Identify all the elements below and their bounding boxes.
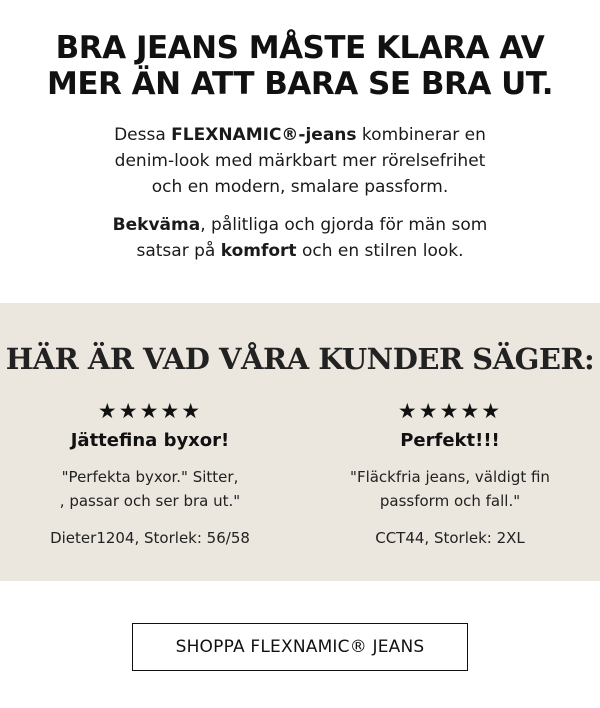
star-rating-icon: ★★★★★ — [397, 399, 503, 423]
intro-line-1: Dessa FLEXNAMIC®-jeans kombinerar en — [114, 125, 486, 145]
review-card — [0, 399, 300, 549]
benefit-line-2: satsar på komfort och en stilren look. — [136, 241, 464, 261]
benefit-paragraph — [0, 212, 600, 264]
star-rating-icon: ★★★★★ — [97, 399, 203, 423]
hero-section — [0, 0, 600, 303]
intro-line-2: denim-look med märkbart mer rörelsefrihet — [114, 151, 486, 171]
reviewer-info: CCT44, Storlek: 2XL — [375, 529, 525, 547]
review-grid — [0, 399, 600, 549]
review-heading: Perfekt!!! — [400, 430, 500, 451]
reviews-section — [0, 303, 600, 581]
headline-line-1: BRA JEANS MÅSTE KLARA AV — [55, 30, 545, 66]
shop-flexnamic-jeans-button[interactable]: SHOPPA FLEXNAMIC® JEANS — [132, 623, 468, 671]
review-card — [300, 399, 600, 549]
headline — [0, 30, 600, 102]
headline-line-2: MER ÄN ATT BARA SE BRA UT. — [46, 66, 554, 102]
intro-line-3: och en modern, smalare passform. — [151, 177, 449, 197]
intro-paragraph — [0, 122, 600, 200]
reviewer-info: Dieter1204, Storlek: 56/58 — [50, 529, 250, 547]
review-body: "Fläckfria jeans, väldigt fin passform och fall." — [350, 468, 550, 510]
cta-section — [0, 581, 600, 708]
review-heading: Jättefina byxor! — [70, 430, 230, 451]
benefit-line-1: Bekväma, pålitliga och gjorda för män som — [112, 215, 488, 235]
product-name: FLEXNAMIC®-jeans — [171, 125, 357, 145]
reviews-title: HÄR ÄR VAD VÅRA KUNDER SÄGER: — [5, 342, 595, 376]
review-body: "Perfekta byxor." Sitter, , passar och ser bra ut." — [59, 468, 241, 510]
